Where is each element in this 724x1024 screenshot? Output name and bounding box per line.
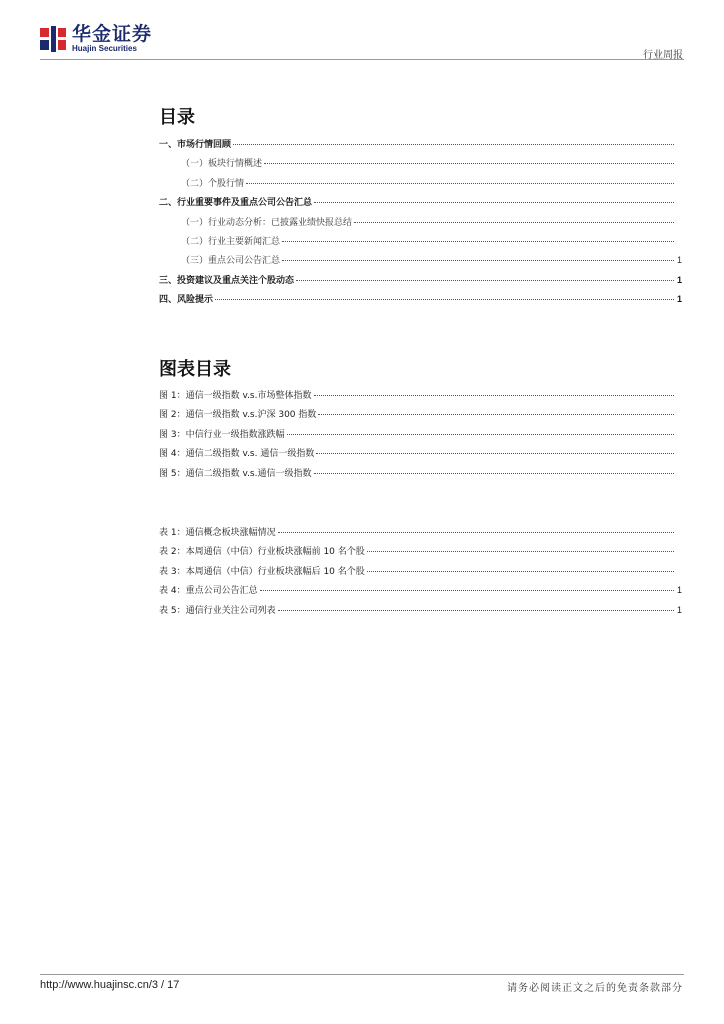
toc-entry-page-number: 1 <box>676 294 682 305</box>
toc-entry[interactable] <box>159 234 682 253</box>
figure-entry[interactable] <box>159 388 682 407</box>
dot-leader <box>367 571 674 572</box>
dot-leader <box>260 590 674 591</box>
table-entry-label: 表 1：通信概念板块涨幅情况 <box>159 528 276 538</box>
dot-leader <box>264 163 674 164</box>
toc-entry-label: 三、投资建议及重点关注个股动态 <box>159 275 295 286</box>
dot-leader <box>296 280 674 281</box>
toc-entry[interactable] <box>159 195 682 214</box>
footer-divider <box>40 974 684 975</box>
table-entry-page-number: 1 <box>676 604 682 615</box>
table-entry-label: 表 2：本周通信（中信）行业板块涨幅前 10 名个股 <box>159 547 365 558</box>
table-entry-page-number: 1 <box>676 585 682 596</box>
table-entry[interactable] <box>159 564 682 583</box>
figure-entry-label: 图 5：通信二级指数 v.s.通信一级指数 <box>159 468 312 479</box>
table-list <box>159 525 682 622</box>
dot-leader <box>287 434 674 435</box>
toc-entry-label: 四、风险提示 <box>159 295 214 306</box>
toc-entry-label: （二）行业主要新闻汇总 <box>181 236 281 247</box>
figure-entry[interactable] <box>159 466 682 485</box>
dot-leader <box>314 202 674 203</box>
toc-entry[interactable] <box>159 156 682 175</box>
table-entry[interactable] <box>159 583 682 602</box>
company-logo <box>40 25 152 53</box>
toc-entry-page-number: 1 <box>676 255 682 266</box>
figure-entry-label: 图 3：中信行业一级指数涨跌幅 <box>159 429 285 440</box>
toc-entry-label: （一）行业动态分析：已披露业绩快报总结 <box>181 217 353 228</box>
dot-leader <box>215 299 674 300</box>
figure-entry[interactable] <box>159 407 682 426</box>
dot-leader <box>367 551 674 552</box>
dot-leader <box>316 453 674 454</box>
toc-entry-label: 二、行业重要事件及重点公司公告汇总 <box>159 198 313 209</box>
figure-entry[interactable] <box>159 427 682 446</box>
table-entry-label: 表 3：本周通信（中信）行业板块涨幅后 10 名个股 <box>159 566 365 577</box>
figure-entry-label: 图 1：通信一级指数 v.s.市场整体指数 <box>159 391 312 401</box>
toc-entry[interactable] <box>159 253 682 272</box>
dot-leader <box>282 260 674 261</box>
toc-entry[interactable] <box>159 292 682 311</box>
huajin-logo-icon <box>40 26 66 52</box>
figure-entry-label: 图 4：通信二级指数 v.s. 通信一级指数 <box>159 449 315 460</box>
toc-title: 目录 <box>159 107 195 128</box>
toc-entry-label: 一、市场行情回顾 <box>159 140 232 150</box>
dot-leader <box>233 144 674 145</box>
toc-entry[interactable] <box>159 215 682 234</box>
toc-entry[interactable] <box>159 137 682 156</box>
figure-entry[interactable] <box>159 446 682 465</box>
dot-leader <box>354 222 674 223</box>
toc-list <box>159 137 682 312</box>
toc-entry-label: （三）重点公司公告汇总 <box>181 256 281 267</box>
dot-leader <box>282 241 674 242</box>
report-type-label: 行业周报 <box>643 50 683 61</box>
toc-entry-label: （二）个股行情 <box>181 178 245 189</box>
figure-list <box>159 388 682 485</box>
logo-chinese-name: 华金证券 <box>72 23 153 45</box>
dot-leader <box>246 183 674 184</box>
table-entry[interactable] <box>159 525 682 544</box>
dot-leader <box>314 395 675 396</box>
toc-entry-page-number: 1 <box>676 274 682 285</box>
table-entry[interactable] <box>159 603 682 622</box>
toc-entry[interactable] <box>159 176 682 195</box>
footer-disclaimer: 请务必阅读正文之后的免责条款部分 <box>507 983 683 994</box>
dot-leader <box>318 414 674 415</box>
table-entry-label: 表 5：通信行业关注公司列表 <box>159 605 276 616</box>
dot-leader <box>314 473 675 474</box>
table-entry[interactable] <box>159 544 682 563</box>
figure-entry-label: 图 2：通信一级指数 v.s.沪深 300 指数 <box>159 410 317 421</box>
toc-entry-label: （一）板块行情概述 <box>181 159 263 170</box>
footer-url-page: http://www.huajinsc.cn/3 / 17 <box>40 979 180 991</box>
header-divider <box>40 59 684 60</box>
dot-leader <box>278 610 674 611</box>
table-entry-label: 表 4：重点公司公告汇总 <box>159 586 258 597</box>
toc-entry[interactable] <box>159 273 682 292</box>
logo-english-name: Huajin Securities <box>72 44 137 53</box>
figures-title: 图表目录 <box>159 359 231 380</box>
dot-leader <box>278 532 674 533</box>
